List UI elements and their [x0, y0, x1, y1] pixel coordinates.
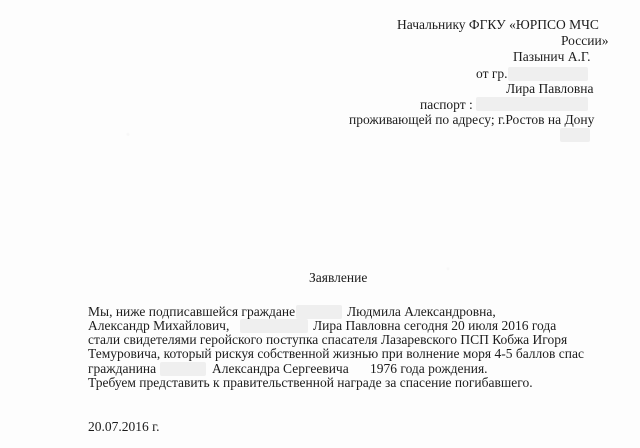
redacted-surname-2	[240, 319, 308, 333]
body-line-4: Темуровича, который рискуя собственной жизнью при волнение моря 4-5 баллов спас	[88, 346, 584, 361]
body-line-2b: Лира Павловна сегодня 20 июля 2016 года	[313, 318, 557, 333]
body-line-2a: Александр Михайлович,	[88, 318, 230, 333]
document-title: Заявление	[309, 270, 368, 285]
body-line-1b: Людмила Александровна,	[347, 304, 496, 319]
redacted-surname	[508, 67, 588, 81]
addressee-line-1: Начальнику ФГКУ «ЮРПСО МЧС	[397, 17, 599, 32]
body-line-5a: гражданина	[88, 361, 157, 376]
sender-name: Лира Павловна	[506, 81, 594, 96]
redacted-surname-1	[296, 305, 342, 319]
addressee-name: Пазынич А.Г.	[513, 49, 591, 64]
body-line-5c: 1976 года рождения.	[370, 361, 488, 376]
sender-prefix: от гр.	[476, 66, 508, 81]
body-line-5b: Александра Сергеевича	[212, 361, 349, 376]
passport-label: паспорт :	[420, 97, 473, 112]
redacted-surname-3	[160, 362, 206, 376]
address-line: проживающей по адресу; г.Ростов на Дону	[349, 112, 595, 127]
addressee-line-2: России»	[561, 33, 609, 48]
redacted-passport	[476, 97, 588, 111]
body-line-1a: Мы, ниже подписавшейся граждане	[88, 304, 296, 319]
body-line-3: стали свидетелями геройского поступка спасателя Лазаревского ПСП Кобжа Игоря	[88, 332, 568, 347]
redacted-address	[560, 128, 590, 142]
body-line-6: Требуем представить к правительственной награде за спасение погибавшего.	[88, 375, 533, 390]
document-date: 20.07.2016 г.	[88, 419, 160, 434]
